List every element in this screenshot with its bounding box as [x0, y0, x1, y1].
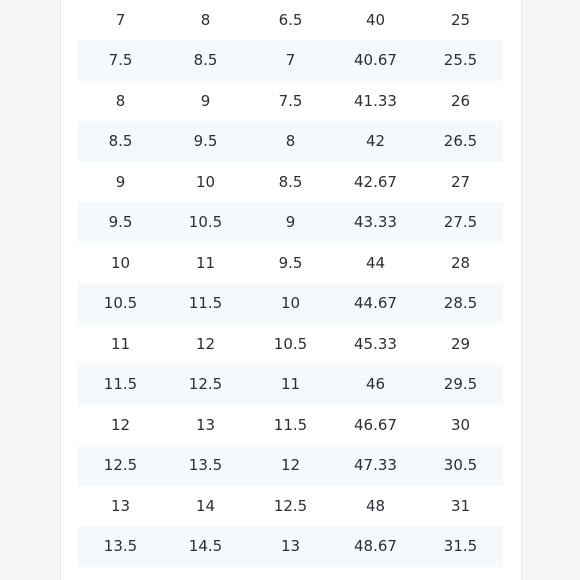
table-cell: 46.67	[333, 405, 418, 446]
table-cell: 9.5	[78, 202, 163, 243]
table-cell: 12	[163, 324, 248, 365]
table-row	[78, 202, 503, 243]
table-cell: 11	[248, 364, 333, 405]
table-cell: 6.5	[248, 0, 333, 40]
table-cell: 7	[248, 40, 333, 81]
table-cell: 11.5	[78, 364, 163, 405]
table-cell: 12	[78, 405, 163, 446]
table-cell: 12.5	[248, 486, 333, 527]
table-cell: 30	[418, 405, 503, 446]
table-cell: 25	[418, 0, 503, 40]
table-cell: 10	[163, 162, 248, 203]
table-row	[78, 162, 503, 203]
table-row	[78, 445, 503, 486]
table-row	[78, 405, 503, 446]
table-cell: 7.5	[78, 40, 163, 81]
table-cell: 13	[163, 405, 248, 446]
table-row	[78, 243, 503, 284]
table-cell: 9	[78, 162, 163, 203]
table-cell: 13.5	[78, 526, 163, 567]
table-cell: 14.5	[163, 526, 248, 567]
table-cell: 26.5	[418, 121, 503, 162]
table-cell: 7	[78, 0, 163, 40]
table-cell: 8.5	[163, 40, 248, 81]
table-cell: 48	[333, 486, 418, 527]
table-cell: 10.5	[163, 202, 248, 243]
table-cell: 8	[78, 81, 163, 122]
table-cell: 9	[163, 81, 248, 122]
table-cell: 8.5	[78, 121, 163, 162]
size-chart-body	[78, 0, 503, 567]
table-cell: 10	[78, 243, 163, 284]
table-cell: 9.5	[163, 121, 248, 162]
table-row	[78, 283, 503, 324]
table-cell: 11.5	[248, 405, 333, 446]
table-cell: 8	[248, 121, 333, 162]
table-cell: 9	[248, 202, 333, 243]
table-cell: 27.5	[418, 202, 503, 243]
table-cell: 28.5	[418, 283, 503, 324]
table-cell: 31.5	[418, 526, 503, 567]
table-cell: 13.5	[163, 445, 248, 486]
table-cell: 44	[333, 243, 418, 284]
table-cell: 12.5	[78, 445, 163, 486]
table-row	[78, 486, 503, 527]
table-cell: 30.5	[418, 445, 503, 486]
table-row	[78, 526, 503, 567]
table-cell: 10.5	[248, 324, 333, 365]
table-cell: 12	[248, 445, 333, 486]
table-row	[78, 81, 503, 122]
table-cell: 13	[248, 526, 333, 567]
table-row	[78, 0, 503, 40]
table-cell: 11.5	[163, 283, 248, 324]
table-row	[78, 40, 503, 81]
table-cell: 44.67	[333, 283, 418, 324]
table-row	[78, 121, 503, 162]
table-cell: 9.5	[248, 243, 333, 284]
size-chart-table	[78, 0, 503, 567]
table-cell: 31	[418, 486, 503, 527]
table-cell: 40	[333, 0, 418, 40]
table-cell: 12.5	[163, 364, 248, 405]
table-cell: 10.5	[78, 283, 163, 324]
table-cell: 11	[78, 324, 163, 365]
table-cell: 40.67	[333, 40, 418, 81]
table-row	[78, 364, 503, 405]
table-cell: 47.33	[333, 445, 418, 486]
table-cell: 13	[78, 486, 163, 527]
table-cell: 26	[418, 81, 503, 122]
table-cell: 45.33	[333, 324, 418, 365]
table-cell: 25.5	[418, 40, 503, 81]
table-cell: 27	[418, 162, 503, 203]
table-cell: 42	[333, 121, 418, 162]
table-cell: 10	[248, 283, 333, 324]
table-cell: 48.67	[333, 526, 418, 567]
table-cell: 8.5	[248, 162, 333, 203]
table-cell: 41.33	[333, 81, 418, 122]
table-cell: 46	[333, 364, 418, 405]
table-cell: 7.5	[248, 81, 333, 122]
table-row	[78, 324, 503, 365]
table-cell: 29	[418, 324, 503, 365]
table-cell: 42.67	[333, 162, 418, 203]
table-cell: 43.33	[333, 202, 418, 243]
table-cell: 29.5	[418, 364, 503, 405]
table-cell: 8	[163, 0, 248, 40]
table-cell: 28	[418, 243, 503, 284]
table-cell: 14	[163, 486, 248, 527]
table-cell: 11	[163, 243, 248, 284]
